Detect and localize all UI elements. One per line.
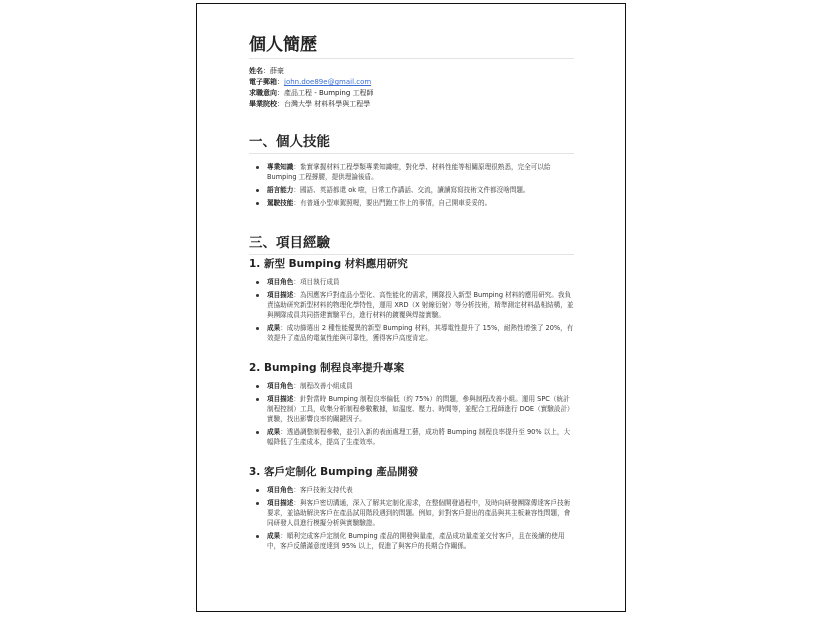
project-details (249, 381, 574, 447)
list-item: 項目描述：為因應客戶對產品小型化、高性能化的需求，團隊投入新型 Bumping 材料的應用研究。我負責協助研究新型材料的物理化學特性，運用 XRD（X 射線衍射）等分析技術，精準測定材料晶相結構，並與團隊成員共同搭建實驗平台，進行材料的鍍覆與焊接實驗。 (249, 290, 574, 320)
info-email: 電子郵箱：john.doe89e@gmail.com (249, 78, 372, 86)
list-item: 項目角色：項目執行成員 (249, 277, 574, 287)
resume-page (196, 3, 626, 612)
list-item: 成果：透過調整制程參數，並引入新的表面處理工藝，成功將 Bumping 制程良率提升至 90% 以上，大幅降低了生產成本，提高了生產效率。 (249, 427, 574, 447)
resume-content (249, 30, 574, 550)
page-title: 個人簡歷 (249, 30, 574, 59)
list-item: 項目描述：與客戶密切溝通，深入了解其定制化需求，在整個開發過程中，及時向研發團隊傳達客戶技術要求，並協助解決客戶在產品試用階段遇到的問題。例如，針對客戶提出的產品與其主板兼容性問題，會同研發人員進行模擬分析與實驗驗證。 (249, 498, 574, 528)
project-title: 1. 新型 Bumping 材料應用研究 (249, 258, 408, 270)
list-item: 駕駛技能：有普通小型車駕照喔，要出門跑工作上的事情，自己開車妥妥的。 (249, 198, 574, 208)
skills-heading: 一、個人技能 (249, 130, 574, 154)
info-name: 姓名：薛豪 (249, 67, 284, 75)
skills-section (249, 130, 574, 211)
project-title: 2. Bumping 制程良率提升專案 (249, 362, 405, 374)
project-details (249, 277, 574, 343)
info-job: 求職意向：產品工程 - Bumping 工程師 (249, 89, 374, 97)
list-item: 語言能力：國語、英語都還 ok 啦，日常工作講話、交流，讀讀寫寫技術文件都沒啥問題。 (249, 185, 574, 195)
project-1 (249, 256, 574, 346)
info-school: 畢業院校：台灣大學 材料科學與工程學 (249, 100, 371, 108)
project-details (249, 485, 574, 551)
personal-info (249, 66, 574, 110)
list-item: 項目描述：針對當時 Bumping 制程良率偏低（約 75%）的問題，參與制程改善小組。運用 SPC（統計制程控制）工具，收集分析制程參數數據，如溫度、壓力、時間等，並配合工程師進行 DOE（實驗設計）實驗，找出影響良率的關鍵因子。 (249, 394, 574, 424)
projects-heading: 三、項目經驗 (249, 231, 574, 255)
projects-section (249, 231, 574, 255)
skills-list (249, 162, 574, 208)
list-item: 成果：順利完成客戶定制化 Bumping 產品的開發與量產，產品成功量產並交付客戶，且在後續的使用中，客戶反饋滿意度達到 95% 以上，促進了與客戶的長期合作關係。 (249, 531, 574, 551)
list-item: 項目角色：制程改善小組成員 (249, 381, 574, 391)
list-item: 專業知識：紮實掌握材料工程學類專業知識啦，對化學、材料性能等相關原理很熟悉，完全可以給 Bumping 工程撐腰，提供理論後盾。 (249, 162, 574, 182)
project-2 (249, 360, 574, 450)
email-link[interactable]: john.doe89e@gmail.com (284, 78, 372, 86)
project-3 (249, 464, 574, 554)
project-title: 3. 客戶定制化 Bumping 產品開發 (249, 466, 419, 478)
list-item: 成果：成功篩選出 2 種性能優異的新型 Bumping 材料，其導電性提升了 15%，耐熱性增強了 20%，有效提升了產品的電氣性能與可靠性，獲得客戶高度肯定。 (249, 323, 574, 343)
list-item: 項目角色：客戶技術支持代表 (249, 485, 574, 495)
